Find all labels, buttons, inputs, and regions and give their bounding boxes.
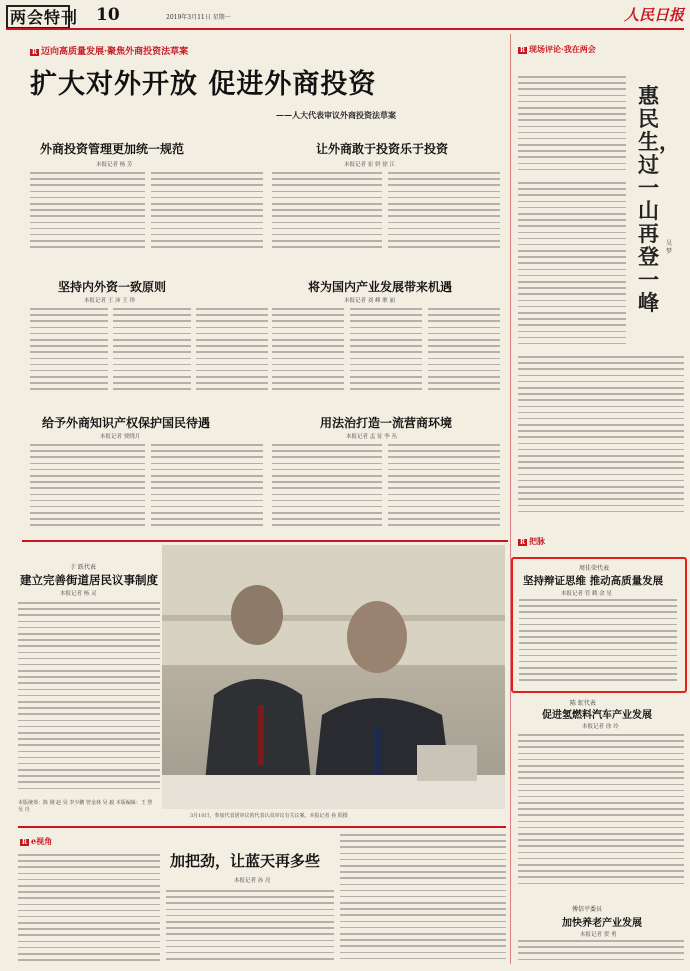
pulse-kicker: 周佳荣代表 <box>579 565 610 572</box>
br-kicker: 傅信平委员 <box>572 906 603 913</box>
article-title: 让外商敢于投资乐于投资 <box>316 142 449 156</box>
pulse-body <box>519 599 677 685</box>
bottom-center-body <box>166 890 334 966</box>
article-body <box>272 444 382 530</box>
bottom-center-byline: 本报记者 孙 亮 <box>234 878 271 884</box>
commentary-body <box>518 76 626 176</box>
section-title: 两会特刊 <box>10 8 79 27</box>
article-body <box>151 172 263 254</box>
page-number: 10 <box>96 5 120 25</box>
pulse-tag: R 把脉 <box>520 536 545 546</box>
e-view-tag: R e视角 <box>22 836 53 846</box>
article-body <box>428 308 500 398</box>
bottom-center-body <box>340 834 506 966</box>
page-credits: 本版统筹：陈 刚 赵 昊 李少鹏 曾金林 吴 毅 本版编辑：王 慧 吴 丹 <box>18 800 153 813</box>
article-title: 将为国内产业发展带来机遇 <box>308 280 453 294</box>
article-byline: 本报记者 杨 芳 <box>96 162 133 168</box>
commentary-body <box>518 182 626 352</box>
article-byline: 本报记者 贾晓月 <box>100 434 141 440</box>
article-body <box>113 308 191 398</box>
feature-title: 扩大对外开放 促进外商投资 <box>30 69 377 100</box>
news-photo <box>162 545 505 809</box>
feature-subtitle: ——人大代表审议外商投资法草案 <box>276 110 396 120</box>
br-byline: 本报记者 徐 玲 <box>582 724 619 730</box>
issue-date: 2019年3月11日 星期一 <box>166 14 231 21</box>
br-headline: 促进氢燃料汽车产业发展 <box>542 710 652 721</box>
e-view-body <box>18 854 160 966</box>
left-body <box>18 602 160 798</box>
article-title: 用法治打造一流营商环境 <box>320 416 453 430</box>
feature-kicker: R 迈向高质量发展·聚焦外商投资法草案 <box>32 47 189 57</box>
article-title: 坚持内外资一致原则 <box>58 280 167 294</box>
photo-caption: 3月10日，参加代表团审议的代表认真审议有关议案。本报记者 孙 阳摄 <box>190 813 348 819</box>
article-body <box>388 172 500 254</box>
photo-illustration <box>162 545 505 809</box>
left-byline: 本报记者 杨 灵 <box>60 591 97 597</box>
article-byline: 本报记者 孟 征 李 丛 <box>346 434 397 440</box>
commentary-body <box>518 356 684 520</box>
bottom-center-headline: 加把劲，让蓝天再多些 <box>170 852 321 870</box>
commentary-author: 吴 梦 <box>666 240 673 255</box>
article-body <box>196 308 268 398</box>
pulse-box <box>511 557 687 693</box>
commentary-tag: R 现场评论·我在两会 <box>520 44 596 54</box>
article-body <box>151 444 263 530</box>
newspaper-logo: 人民日报 <box>624 6 685 24</box>
article-body <box>350 308 422 398</box>
left-kicker: 于 跃代表 <box>70 564 96 571</box>
article-body <box>388 444 500 530</box>
article-byline: 本报记者 王 沛 王 珍 <box>84 298 135 304</box>
article-body <box>30 308 108 398</box>
article-byline: 本报记者 崔 妍 徐 江 <box>344 162 395 168</box>
pulse-headline: 坚持辩证思维 推动高质量发展 <box>523 575 664 587</box>
article-body <box>30 172 145 254</box>
commentary-headline: 惠民生，过一山再登一峰 <box>638 83 680 315</box>
br-kicker: 陈 虹代表 <box>570 700 596 707</box>
article-byline: 本报记者 刘 峰 耿 丽 <box>344 298 395 304</box>
article-body <box>30 444 145 530</box>
article-title: 外商投资管理更加统一规范 <box>40 142 185 156</box>
br-headline: 加快养老产业发展 <box>562 918 642 929</box>
article-body <box>272 172 382 254</box>
pulse-byline: 本报记者 管 鹤 余 星 <box>561 591 612 597</box>
br-byline: 本报记者 贺 勇 <box>580 932 617 938</box>
br-body <box>518 940 684 964</box>
br-body <box>518 734 684 894</box>
left-headline: 建立完善街道居民议事制度 <box>20 573 158 587</box>
article-body <box>272 308 344 398</box>
article-title: 给予外商知识产权保护国民待遇 <box>42 416 211 430</box>
masthead <box>0 0 690 34</box>
